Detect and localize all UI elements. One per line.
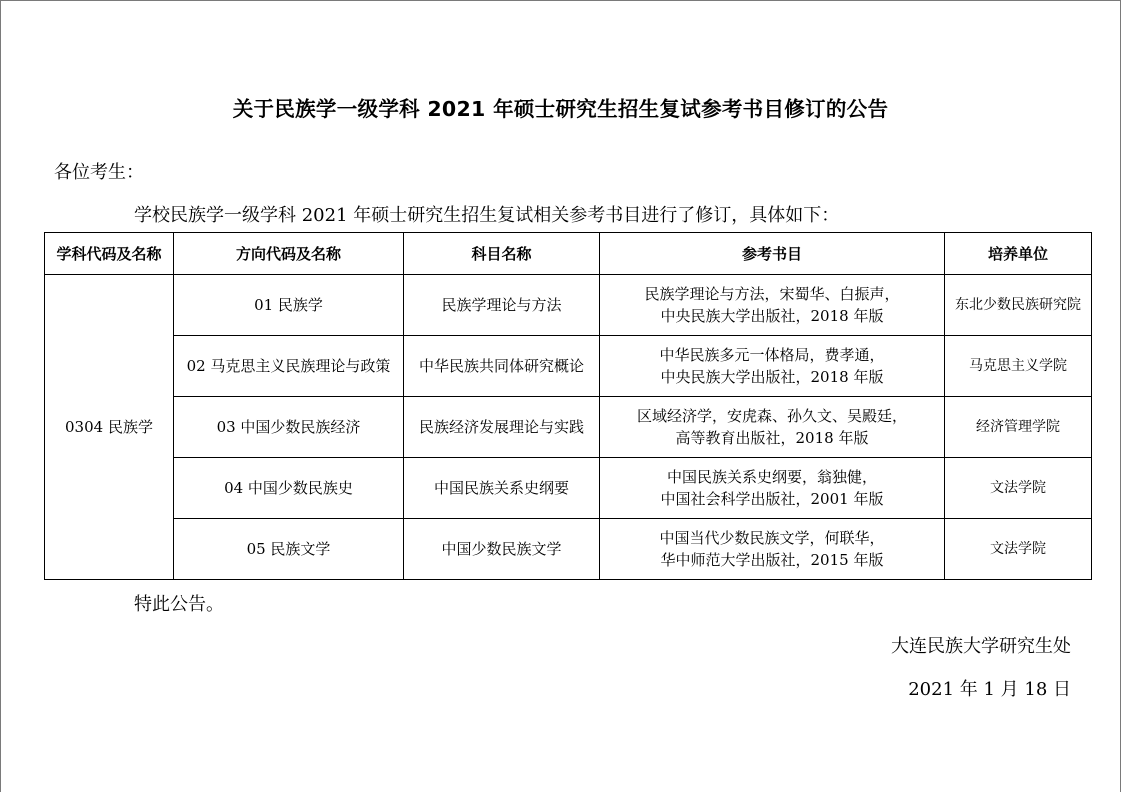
subject-cell: 中国少数民族文学 bbox=[404, 519, 600, 580]
table-row bbox=[45, 519, 1092, 580]
reference-book-cell bbox=[600, 519, 945, 580]
unit-cell: 文法学院 bbox=[945, 519, 1092, 580]
unit-cell: 文法学院 bbox=[945, 458, 1092, 519]
book-line: 中国社会科学出版社，2001 年版 bbox=[660, 490, 884, 508]
table-row bbox=[45, 458, 1092, 519]
direction-cell: 03 中国少数民族经济 bbox=[174, 397, 404, 458]
book-line: 华中师范大学出版社，2015 年版 bbox=[660, 551, 884, 569]
book-line: 中华民族多元一体格局，费孝通， bbox=[659, 346, 885, 364]
unit-cell: 东北少数民族研究院 bbox=[945, 275, 1092, 336]
header-subject: 科目名称 bbox=[404, 233, 600, 275]
salutation: 各位考生： bbox=[54, 162, 144, 183]
direction-cell: 02 马克思主义民族理论与政策 bbox=[174, 336, 404, 397]
closing-statement: 特此公告。 bbox=[134, 594, 224, 615]
reference-book-cell bbox=[600, 275, 945, 336]
reference-books-table bbox=[44, 232, 1092, 580]
intro-paragraph: 学校民族学一级学科 2021 年硕士研究生招生复试相关参考书目进行了修订，具体如下： bbox=[134, 205, 840, 226]
subject-cell: 中华民族共同体研究概论 bbox=[404, 336, 600, 397]
book-line: 中国民族关系史纲要，翁独健， bbox=[666, 468, 877, 486]
book-line: 中央民族大学出版社，2018 年版 bbox=[660, 368, 884, 386]
subject-cell: 民族学理论与方法 bbox=[404, 275, 600, 336]
header-direction: 方向代码及名称 bbox=[174, 233, 404, 275]
reference-book-cell bbox=[600, 458, 945, 519]
issue-date: 2021 年 1 月 18 日 bbox=[908, 679, 1071, 700]
direction-cell: 05 民族文学 bbox=[174, 519, 404, 580]
discipline-cell: 0304 民族学 bbox=[45, 275, 174, 580]
direction-cell: 01 民族学 bbox=[174, 275, 404, 336]
book-line: 民族学理论与方法，宋蜀华、白振声， bbox=[644, 285, 900, 303]
table-header-row bbox=[45, 233, 1092, 275]
unit-cell: 马克思主义学院 bbox=[945, 336, 1092, 397]
unit-cell: 经济管理学院 bbox=[945, 397, 1092, 458]
subject-cell: 民族经济发展理论与实践 bbox=[404, 397, 600, 458]
header-discipline: 学科代码及名称 bbox=[45, 233, 174, 275]
table-row bbox=[45, 397, 1092, 458]
issuer-signature: 大连民族大学研究生处 bbox=[891, 636, 1071, 657]
book-line: 高等教育出版社，2018 年版 bbox=[675, 429, 869, 447]
document-title: 关于民族学一级学科 2021 年硕士研究生招生复试参考书目修订的公告 bbox=[232, 97, 889, 121]
header-reference-books: 参考书目 bbox=[600, 233, 945, 275]
book-line: 中央民族大学出版社，2018 年版 bbox=[660, 307, 884, 325]
book-line: 区域经济学，安虎森、孙久文、吴殿廷， bbox=[636, 407, 907, 425]
reference-book-cell bbox=[600, 336, 945, 397]
table-row bbox=[45, 275, 1092, 336]
book-line: 中国当代少数民族文学，何联华， bbox=[659, 529, 885, 547]
subject-cell: 中国民族关系史纲要 bbox=[404, 458, 600, 519]
header-training-unit: 培养单位 bbox=[945, 233, 1092, 275]
direction-cell: 04 中国少数民族史 bbox=[174, 458, 404, 519]
reference-book-cell bbox=[600, 397, 945, 458]
table-row bbox=[45, 336, 1092, 397]
